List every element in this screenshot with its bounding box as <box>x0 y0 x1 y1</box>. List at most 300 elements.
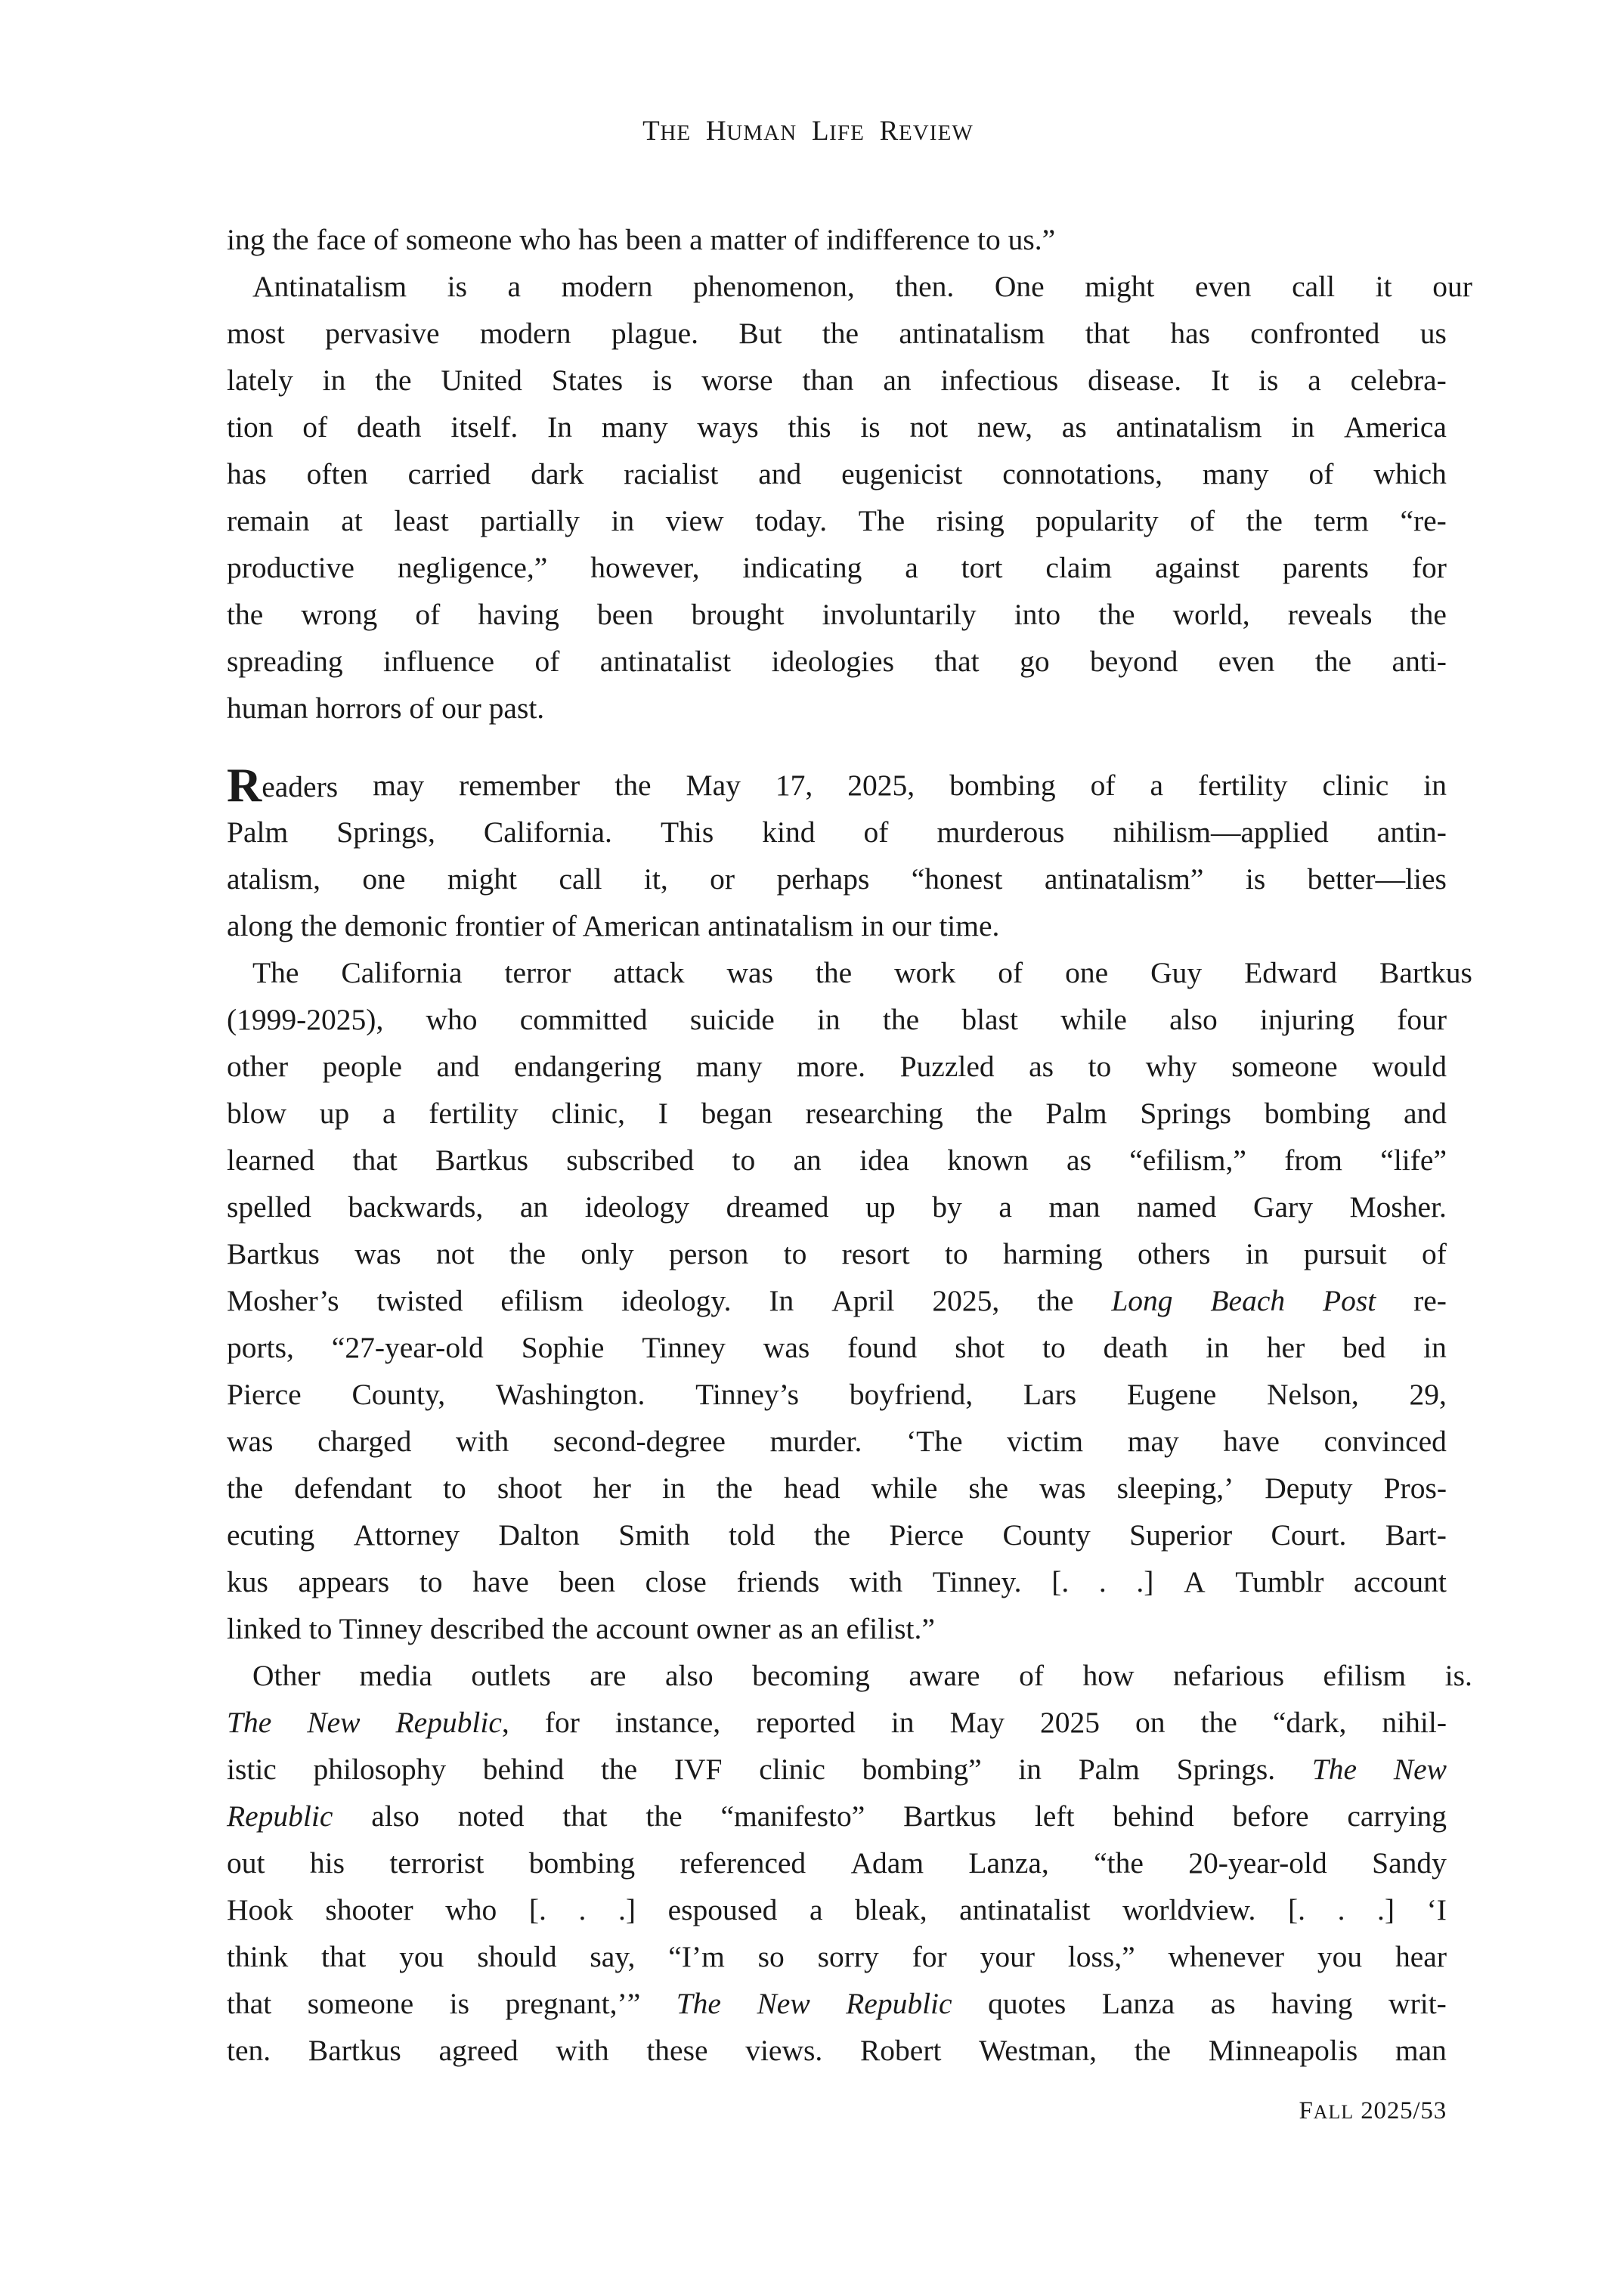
text-run: ing <box>227 223 265 256</box>
text-run <box>357 404 422 450</box>
text-run: that <box>321 1940 367 1973</box>
text-run <box>1377 809 1447 856</box>
text-run: by <box>932 1190 962 1224</box>
text-run: spelled <box>227 1190 311 1224</box>
text-run <box>1314 497 1369 544</box>
text-run: charged <box>317 1425 412 1458</box>
text-run: influence <box>383 645 494 678</box>
text-run: is <box>860 410 881 444</box>
text-run: . <box>1337 1893 1345 1926</box>
text-run <box>1169 996 1218 1043</box>
text-run <box>227 1043 288 1090</box>
text-run: “dark, <box>1272 1706 1347 1739</box>
text-run: “re- <box>1400 504 1447 537</box>
text-run <box>1122 1886 1255 1933</box>
text-run: the <box>227 1471 264 1505</box>
text-run <box>227 1512 314 1558</box>
text-run: philosophy <box>313 1753 447 1786</box>
text-run: that <box>934 645 980 678</box>
text-run <box>936 809 1064 856</box>
text-run: Bartkus <box>1379 956 1472 989</box>
text-run <box>323 357 346 404</box>
text-run <box>301 591 377 638</box>
text-run: was <box>227 1425 274 1458</box>
text-run: other <box>227 1050 289 1083</box>
text-run: fertility <box>429 1097 519 1130</box>
text-run <box>520 1184 548 1230</box>
text-run: The <box>252 956 299 989</box>
text-run <box>1445 1652 1472 1699</box>
text-run <box>618 1512 689 1558</box>
text-run <box>726 949 772 996</box>
text-run <box>690 996 775 1043</box>
text-run: Mosher’s <box>227 1284 339 1317</box>
text-run: for <box>1411 551 1447 584</box>
text-run: whenever <box>1168 1940 1285 1973</box>
text-run <box>227 1793 333 1840</box>
text-run <box>308 1980 413 2027</box>
text-run <box>850 1558 902 1605</box>
text-run: the <box>227 598 264 631</box>
text-run: then. <box>895 270 955 303</box>
text-run <box>933 1558 1022 1605</box>
text-run <box>977 404 1032 450</box>
text-run <box>717 1465 753 1512</box>
text-run <box>447 263 467 310</box>
text-run: ideology. <box>621 1284 732 1317</box>
text-run: the <box>716 1471 753 1505</box>
text-run: wrong <box>301 598 378 631</box>
text-line <box>227 1184 1447 1230</box>
text-run: to <box>944 1237 968 1270</box>
text-run <box>1244 949 1337 996</box>
text-run: suicide <box>689 1003 775 1036</box>
text-run: the <box>600 1753 638 1786</box>
text-run: sorry <box>817 1940 879 1973</box>
text-run: spreading <box>227 645 343 678</box>
text-run <box>332 1324 484 1371</box>
text-run <box>611 310 698 357</box>
text-run <box>1377 1886 1395 1933</box>
text-run <box>441 357 522 404</box>
text-run <box>668 1886 778 1933</box>
text-run: described <box>429 1612 545 1645</box>
text-run <box>1002 450 1162 497</box>
text-run: Gary <box>1252 1190 1313 1224</box>
text-run: to <box>732 1143 756 1177</box>
text-run: is <box>1258 364 1279 397</box>
text-line <box>227 310 1447 357</box>
text-run <box>1209 2027 1358 2074</box>
text-run <box>776 856 869 902</box>
text-run: celebra- <box>1350 364 1447 397</box>
text-run <box>758 450 801 497</box>
text-run <box>1323 1652 1406 1699</box>
text-run: least <box>394 504 449 537</box>
text-run: remember <box>459 769 580 802</box>
text-run: in <box>1018 1753 1042 1786</box>
text-run: of <box>534 645 560 678</box>
text-run: Antinatalism <box>252 270 407 303</box>
text-run <box>1324 1418 1447 1465</box>
text-line <box>227 1699 1447 1746</box>
text-run <box>871 1465 938 1512</box>
text-run: itself. <box>450 410 519 444</box>
text-line <box>227 1793 1447 1840</box>
text-run: hear <box>1395 1940 1447 1973</box>
text-run <box>701 357 772 404</box>
text-run: horrors <box>315 692 402 725</box>
text-run <box>770 1418 862 1465</box>
text-run: popularity <box>1036 504 1159 537</box>
text-run <box>553 1418 726 1465</box>
text-run: murder. <box>769 1425 862 1458</box>
text-run: while <box>871 1471 938 1505</box>
text-run <box>968 1465 1008 1512</box>
text-run <box>496 1371 645 1418</box>
italic-run: The <box>227 1706 272 1739</box>
text-run: “life” <box>1380 1143 1447 1177</box>
text-run <box>531 450 584 497</box>
text-run: told <box>728 1518 775 1552</box>
text-run: disease. <box>1088 364 1182 397</box>
text-run <box>666 497 724 544</box>
text-run: Minneapolis <box>1208 2034 1358 2067</box>
text-run <box>447 856 517 902</box>
text-run: indifference <box>826 223 971 256</box>
text-run: in <box>1291 410 1315 444</box>
text-run <box>862 1746 982 1793</box>
text-run <box>669 1230 748 1277</box>
text-run <box>883 357 911 404</box>
text-run <box>910 404 948 450</box>
text-run <box>1169 1933 1285 1980</box>
text-run <box>456 1418 509 1465</box>
text-run <box>438 2027 518 2074</box>
text-run <box>822 310 859 357</box>
text-run <box>865 1184 896 1230</box>
text-run <box>680 1840 806 1886</box>
text-run <box>436 1230 474 1277</box>
text-run: should <box>477 1940 557 1973</box>
text-run: “the <box>1094 1846 1144 1880</box>
text-run <box>1127 1371 1216 1418</box>
text-run: bombing <box>1264 1097 1371 1130</box>
text-run: say, <box>590 1940 636 1973</box>
text-run: reveals <box>1287 598 1373 631</box>
text-run: 29, <box>1409 1378 1447 1411</box>
text-run: to <box>443 1471 466 1505</box>
text-line <box>227 357 1447 404</box>
text-run: Mosher. <box>1349 1190 1447 1224</box>
text-run <box>498 1512 580 1558</box>
text-run <box>1271 1512 1347 1558</box>
text-run <box>611 497 634 544</box>
text-run <box>652 357 672 404</box>
text-run <box>1068 1933 1135 1980</box>
text-run: One <box>994 270 1045 303</box>
text-run: efilism <box>1323 1659 1407 1692</box>
text-run <box>745 2027 822 2074</box>
text-run: ports, <box>227 1331 294 1364</box>
text-run: has <box>227 457 267 490</box>
text-run <box>435 1137 528 1184</box>
text-run <box>802 357 853 404</box>
text-run <box>1273 1699 1347 1746</box>
text-run <box>383 638 494 685</box>
text-run: Guy <box>1150 956 1203 989</box>
text-run: known <box>947 1143 1029 1177</box>
text-run <box>1312 1746 1357 1793</box>
text-line <box>227 1371 1447 1418</box>
text-run: is. <box>1444 1659 1472 1692</box>
text-run <box>752 1652 870 1699</box>
text-run <box>1388 1980 1447 2027</box>
text-run <box>1188 1840 1327 1886</box>
text-run: Bartkus <box>903 1799 996 1833</box>
paragraph <box>227 949 1472 1652</box>
text-run: that <box>1085 317 1130 350</box>
text-run <box>1042 1324 1066 1371</box>
text-run: friends <box>736 1565 820 1598</box>
text-run: only <box>580 1237 634 1270</box>
text-run <box>1014 591 1060 638</box>
text-run <box>1150 949 1202 996</box>
text-run <box>1413 1277 1447 1324</box>
text-run: linked <box>227 1612 302 1645</box>
text-run <box>514 1043 661 1090</box>
text-run: than <box>802 364 854 397</box>
text-run: aware <box>909 1659 980 1692</box>
text-run: nihilism—applied <box>1113 815 1329 849</box>
text-run <box>797 1043 865 1090</box>
text-run <box>227 310 285 357</box>
text-run <box>1376 263 1392 310</box>
text-run <box>676 1980 721 2027</box>
text-run <box>227 1699 271 1746</box>
text-run <box>772 638 894 685</box>
text-run: pregnant,’” <box>505 1987 641 2020</box>
text-run: pervasive <box>325 317 440 350</box>
text-run: others <box>1137 1237 1211 1270</box>
italic-run: Long <box>1111 1284 1173 1317</box>
text-run: Tinney <box>642 1331 726 1364</box>
text-run <box>1427 1886 1447 1933</box>
text-run: Eugene <box>1126 1378 1217 1411</box>
text-run <box>1372 1043 1447 1090</box>
text-run <box>436 1043 479 1090</box>
text-run: quotes <box>988 1987 1066 2020</box>
text-run <box>1129 1512 1232 1558</box>
text-run: [. <box>528 1893 546 1926</box>
text-run: tion <box>227 410 274 444</box>
text-run: against <box>1155 551 1240 584</box>
text-run: our <box>441 692 481 725</box>
text-run: learned <box>227 1143 315 1177</box>
text-run <box>976 1090 1012 1137</box>
text-run: phenomenon, <box>692 270 855 303</box>
text-run: many <box>1202 457 1269 490</box>
text-run: the <box>882 1003 920 1036</box>
text-run: clinic, <box>551 1097 626 1130</box>
text-run: time. <box>939 909 1000 942</box>
text-run: has <box>1170 317 1210 350</box>
text-line <box>227 1605 1447 1652</box>
text-run: man <box>1395 2034 1447 2067</box>
text-run <box>1035 1793 1075 1840</box>
text-run <box>1372 1840 1447 1886</box>
text-run <box>505 1980 640 2027</box>
text-run <box>500 1277 584 1324</box>
text-run: on <box>1135 1706 1166 1739</box>
text-run <box>850 1371 973 1418</box>
text-run: worldview. <box>1122 1893 1256 1926</box>
italic-run: The <box>1311 1753 1358 1786</box>
text-run: that <box>352 1143 398 1177</box>
text-run <box>1412 544 1447 591</box>
text-run: one <box>362 862 406 896</box>
text-run <box>615 1699 720 1746</box>
text-run <box>227 1418 273 1465</box>
text-line <box>227 1840 1447 1886</box>
text-run <box>932 1184 962 1230</box>
text-run: why <box>1145 1050 1197 1083</box>
text-run <box>227 1371 302 1418</box>
text-run <box>459 762 580 809</box>
text-run <box>755 497 827 544</box>
text-run <box>408 450 491 497</box>
text-run <box>1395 1933 1447 1980</box>
text-run <box>375 357 411 404</box>
text-run <box>1246 1230 1269 1277</box>
text-run: of <box>1019 1659 1044 1692</box>
text-run: the <box>645 1799 683 1833</box>
text-run: In <box>547 410 572 444</box>
text-run <box>307 450 368 497</box>
text-run <box>480 497 580 544</box>
text-run <box>1155 544 1240 591</box>
text-run: harming <box>1002 1237 1103 1270</box>
text-run <box>522 1324 605 1371</box>
text-run: Springs, <box>336 815 435 849</box>
text-run <box>936 497 1005 544</box>
text-run: was <box>354 1237 401 1270</box>
text-run: the <box>272 223 309 256</box>
text-run: in <box>890 1706 915 1739</box>
text-run: was <box>1039 1471 1086 1505</box>
text-run: bleak, <box>855 1893 927 1926</box>
text-run <box>227 1137 314 1184</box>
text-run <box>227 1090 286 1137</box>
text-run <box>1113 809 1328 856</box>
text-run <box>1094 1840 1144 1886</box>
text-run: also <box>371 1799 419 1833</box>
italic-run: Republic <box>395 1706 502 1739</box>
text-run: involuntarily <box>822 598 977 631</box>
text-run <box>585 1184 689 1230</box>
text-run: the <box>300 909 337 942</box>
text-run <box>359 1652 432 1699</box>
text-run <box>590 1652 626 1699</box>
text-run: antinatalism <box>707 909 854 942</box>
text-run: call <box>1292 270 1336 303</box>
text-run: kus <box>227 1565 268 1598</box>
text-run <box>995 263 1045 310</box>
text-run <box>227 996 383 1043</box>
text-run: bed <box>1342 1331 1386 1364</box>
text-run: of <box>998 956 1023 989</box>
text-run: shoot <box>497 1471 562 1505</box>
text-run <box>1111 1277 1172 1324</box>
text-run <box>545 1699 580 1746</box>
text-run: one <box>1065 956 1109 989</box>
text-run: in <box>861 909 884 942</box>
text-run: in <box>1206 1331 1229 1364</box>
text-run <box>1347 1793 1447 1840</box>
text-run: is <box>652 364 673 397</box>
text-run <box>762 809 815 856</box>
text-run: Tinney. <box>932 1565 1022 1598</box>
text-run: the <box>552 1612 589 1645</box>
text-run <box>955 1324 1005 1371</box>
text-run: Bart- <box>1385 1518 1447 1552</box>
text-run: how <box>1082 1659 1135 1692</box>
text-run: 2025, <box>932 1284 1000 1317</box>
text-run: Puzzled <box>899 1050 995 1083</box>
text-run: of <box>373 223 399 256</box>
text-run <box>1211 1980 1236 2027</box>
text-run: someone <box>405 223 512 256</box>
text-run: antinatalism <box>1116 410 1262 444</box>
text-run <box>341 949 462 996</box>
text-run: of <box>1090 769 1116 802</box>
text-run: the <box>1246 504 1283 537</box>
text-run: United <box>441 364 522 397</box>
text-run <box>988 1980 1066 2027</box>
text-run <box>353 1137 398 1184</box>
text-run <box>227 357 293 404</box>
text-run: subscribed <box>566 1143 695 1177</box>
text-run <box>227 1746 277 1793</box>
text-run <box>1079 1746 1140 1793</box>
text-run <box>738 310 782 357</box>
text-line <box>227 638 1447 685</box>
text-run <box>559 1558 615 1605</box>
text-run: is <box>447 270 467 303</box>
text-run <box>299 1558 390 1605</box>
text-line <box>227 263 1472 310</box>
text-run: Palm <box>227 815 289 849</box>
text-run <box>1203 450 1269 497</box>
text-run: attack <box>613 956 685 989</box>
text-run: appears <box>298 1565 390 1598</box>
text-run <box>1060 996 1127 1043</box>
text-run <box>692 591 785 638</box>
text-run: a <box>382 1097 396 1130</box>
text-run <box>1062 404 1087 450</box>
text-run <box>720 1793 865 1840</box>
text-run: ten. <box>227 2034 271 2067</box>
text-run <box>1317 1933 1362 1980</box>
text-run <box>1344 404 1447 450</box>
text-run: writ- <box>1388 1987 1447 2020</box>
text-run <box>1104 1324 1169 1371</box>
folio-season-initial: F <box>1299 2097 1314 2124</box>
text-run: Palm <box>1078 1753 1140 1786</box>
text-run <box>354 1512 460 1558</box>
text-run: with <box>455 1425 509 1458</box>
text-run: to <box>419 1565 443 1598</box>
